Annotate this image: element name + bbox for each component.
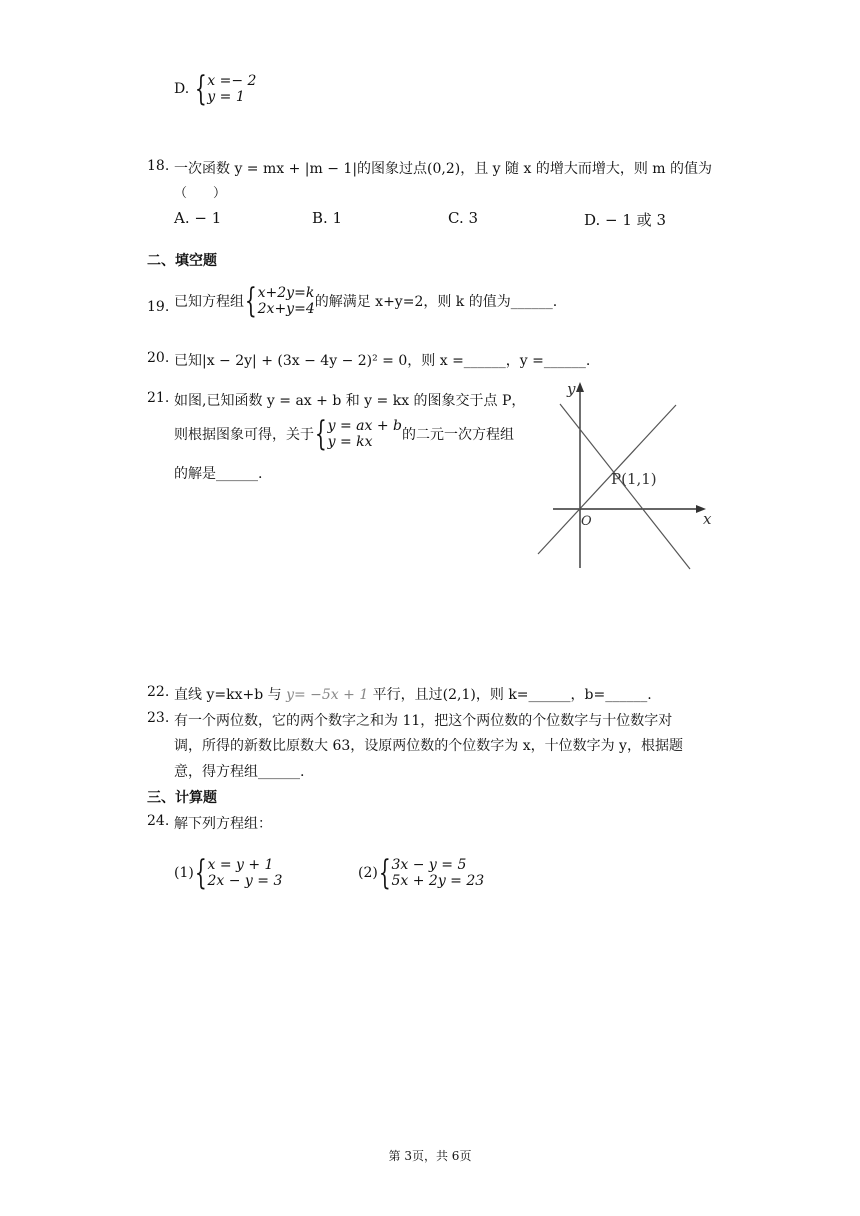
q21-line-2 xyxy=(174,414,515,454)
brace: { xyxy=(194,853,207,893)
q21-number: 21. xyxy=(147,390,170,406)
equation-system xyxy=(194,853,283,893)
q19-number: 19. xyxy=(147,299,170,315)
y-axis-arrow xyxy=(576,382,584,392)
section-title-fill-in: 二、填空题 xyxy=(147,253,217,269)
q22-grey-equation: y= −5x + 1 xyxy=(286,687,369,703)
q19-suffix: 的解满足 x+y=2，则 k 的值为______. xyxy=(314,294,558,310)
system-row-2: 5x + 2y = 23 xyxy=(391,873,485,889)
q22-text-b: 平行，且过(2,1)，则 k=______，b=______. xyxy=(368,687,652,703)
system-row-1: 3x − y = 5 xyxy=(391,857,467,873)
q18-option-b: B. 1 xyxy=(312,209,343,227)
equation-system xyxy=(194,69,257,109)
point-p-label: P(1,1) xyxy=(611,470,657,488)
q22-text xyxy=(174,684,652,704)
part-label: (2) xyxy=(358,865,378,881)
q24-text: 解下列方程组： xyxy=(174,816,272,832)
q18-option-c: C. 3 xyxy=(448,209,479,227)
system-row-1: y = ax + b xyxy=(327,418,403,434)
q22-number: 22. xyxy=(147,684,170,700)
q20-text: 已知|x − 2y| + (3x − 4y − 2)² = 0，则 x =______，y =______. xyxy=(174,353,591,369)
system-row-1: x = y + 1 xyxy=(207,857,274,873)
q23-line-1: 有一个两位数，它的两个数字之和为 11，把这个两位数的个位数字与十位数字对 xyxy=(174,713,673,729)
q24-part-1 xyxy=(174,853,283,893)
page-footer: 第 3页，共 6页 xyxy=(388,1149,472,1163)
part-label: (1) xyxy=(174,865,194,881)
q18-paren: （ ） xyxy=(174,186,227,201)
q21-line2-prefix: 则根据图象可得，关于 xyxy=(174,427,314,443)
q18-number: 18. xyxy=(147,158,170,174)
system-row-2: 2x+y=4 xyxy=(257,301,315,317)
q21-line-3: 的解是______. xyxy=(174,466,263,482)
brace: { xyxy=(314,414,327,454)
origin-label: O xyxy=(581,514,592,529)
q24-number: 24. xyxy=(147,813,170,829)
q19-prefix: 已知方程组 xyxy=(174,294,244,310)
equation-system xyxy=(244,281,315,321)
q24-part-2 xyxy=(358,853,485,893)
system-row-2: y = 1 xyxy=(207,89,245,105)
equation-system xyxy=(378,853,485,893)
q19-content xyxy=(174,281,558,321)
q17-option-d xyxy=(174,69,257,109)
option-label: D. xyxy=(174,81,190,97)
q21-line2-suffix: 的二元一次方程组 xyxy=(402,427,515,443)
x-axis-label: x xyxy=(703,510,712,528)
system-row-1: x =− 2 xyxy=(207,73,257,89)
brace: { xyxy=(244,281,257,321)
q18-text: 一次函数 y = mx + |m − 1|的图象过点(0,2)，且 y 随 x 的增大而增大，则 m 的值为 xyxy=(174,161,713,177)
section-title-calculation: 三、计算题 xyxy=(147,790,217,806)
q18-option-d: D. − 1 或 3 xyxy=(584,211,666,229)
brace: { xyxy=(194,69,207,109)
y-axis-label: y xyxy=(567,380,576,398)
q23-number: 23. xyxy=(147,710,170,726)
q23-line-2: 调，所得的新数比原数大 63，设原两位数的个位数字为 x，十位数字为 y，根据题 xyxy=(174,738,683,754)
system-row-2: 2x − y = 3 xyxy=(207,873,283,889)
brace: { xyxy=(378,853,391,893)
q21-line-1: 如图,已知函数 y = ax + b 和 y = kx 的图象交于点 P， xyxy=(174,393,526,409)
equation-system xyxy=(314,414,403,454)
system-row-2: y = kx xyxy=(327,434,373,450)
q21-graph xyxy=(530,378,730,578)
q23-line-3: 意，得方程组______. xyxy=(174,764,305,780)
system-row-1: x+2y=k xyxy=(257,285,315,301)
q18-option-a: A. − 1 xyxy=(174,209,222,227)
q20-number: 20. xyxy=(147,350,170,366)
q22-text-a: 直线 y=kx+b 与 xyxy=(174,687,287,703)
